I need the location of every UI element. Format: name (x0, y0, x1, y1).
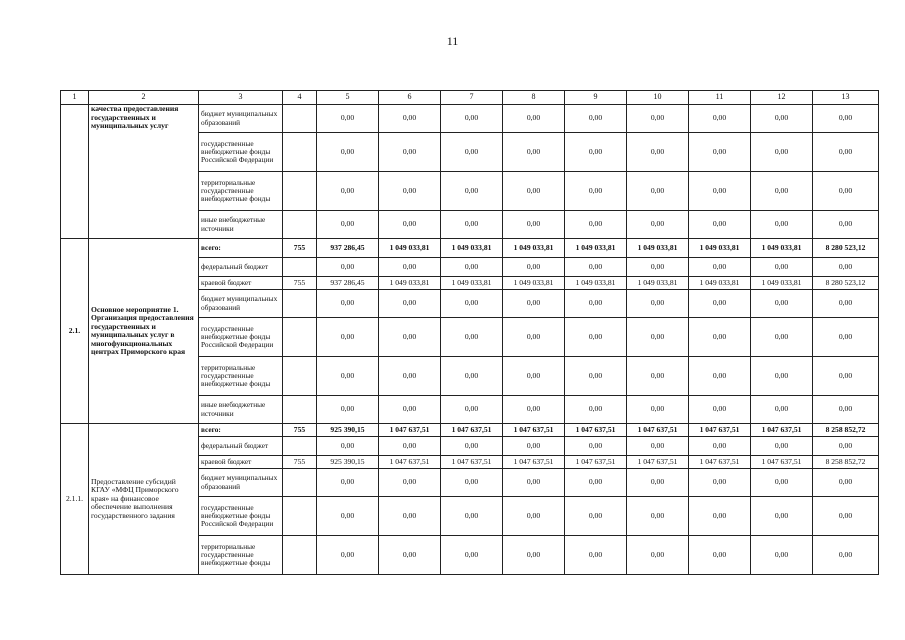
amount-cell: 0,00 (317, 536, 379, 575)
amount-cell: 0,00 (565, 469, 627, 497)
amount-cell: 0,00 (751, 469, 813, 497)
amount-cell: 0,00 (503, 133, 565, 172)
amount-cell: 0,00 (317, 357, 379, 396)
amount-cell: 0,00 (813, 357, 879, 396)
amount-cell: 0,00 (689, 469, 751, 497)
amount-cell: 0,00 (379, 211, 441, 239)
amount-cell: 0,00 (689, 172, 751, 211)
amount-cell: 0,00 (813, 133, 879, 172)
amount-cell: 0,00 (441, 437, 503, 456)
amount-cell: 8 258 852,72 (813, 424, 879, 437)
amount-cell: 0,00 (627, 105, 689, 133)
amount-cell: 0,00 (379, 290, 441, 318)
column-header: 13 (813, 91, 879, 105)
amount-cell: 0,00 (441, 105, 503, 133)
column-header: 1 (61, 91, 89, 105)
amount-cell: 0,00 (441, 357, 503, 396)
funding-source: территориальные государственные внебюджетные фонды (199, 536, 283, 575)
column-header: 9 (565, 91, 627, 105)
amount-cell: 0,00 (689, 437, 751, 456)
column-header: 10 (627, 91, 689, 105)
amount-cell: 0,00 (627, 469, 689, 497)
amount-cell: 0,00 (317, 396, 379, 424)
funding-source: бюджет муниципальных образований (199, 105, 283, 133)
amount-cell: 1 049 033,81 (379, 277, 441, 290)
funding-source: всего: (199, 239, 283, 258)
amount-cell: 0,00 (379, 396, 441, 424)
amount-cell: 0,00 (627, 357, 689, 396)
amount-cell: 1 049 033,81 (565, 277, 627, 290)
amount-cell: 0,00 (751, 290, 813, 318)
amount-cell: 0,00 (503, 396, 565, 424)
amount-cell: 0,00 (317, 437, 379, 456)
amount-cell: 0,00 (565, 133, 627, 172)
amount-cell: 0,00 (379, 133, 441, 172)
amount-cell: 0,00 (751, 105, 813, 133)
amount-cell: 0,00 (317, 172, 379, 211)
amount-cell: 0,00 (689, 211, 751, 239)
amount-cell: 1 049 033,81 (627, 239, 689, 258)
amount-cell: 0,00 (379, 497, 441, 536)
amount-cell: 0,00 (689, 396, 751, 424)
amount-cell: 0,00 (503, 469, 565, 497)
amount-cell: 0,00 (627, 396, 689, 424)
amount-cell: 0,00 (689, 133, 751, 172)
amount-cell: 0,00 (441, 497, 503, 536)
item-name: Основное мероприятие 1. Организация предоставления государственных и муниципальных услуг в многофункциональных центрах Приморского края (89, 239, 199, 424)
amount-cell: 0,00 (751, 133, 813, 172)
amount-cell: 0,00 (565, 105, 627, 133)
funding-source: территориальные государственные внебюджетные фонды (199, 172, 283, 211)
amount-cell: 0,00 (503, 536, 565, 575)
budget-code: 755 (283, 277, 317, 290)
amount-cell: 0,00 (565, 318, 627, 357)
amount-cell: 0,00 (565, 211, 627, 239)
amount-cell: 0,00 (813, 290, 879, 318)
budget-code (283, 211, 317, 239)
table-row (61, 239, 879, 258)
amount-cell: 925 390,15 (317, 424, 379, 437)
amount-cell: 0,00 (813, 318, 879, 357)
amount-cell: 0,00 (565, 497, 627, 536)
funding-source: государственные внебюджетные фонды Российской Федерации (199, 318, 283, 357)
amount-cell: 1 049 033,81 (503, 239, 565, 258)
funding-source: краевой бюджет (199, 277, 283, 290)
budget-code (283, 497, 317, 536)
amount-cell: 0,00 (813, 172, 879, 211)
amount-cell: 1 047 637,51 (565, 424, 627, 437)
amount-cell: 1 049 033,81 (751, 239, 813, 258)
amount-cell: 0,00 (751, 497, 813, 536)
amount-cell: 0,00 (565, 357, 627, 396)
amount-cell: 1 047 637,51 (441, 424, 503, 437)
amount-cell: 0,00 (813, 396, 879, 424)
column-header: 2 (89, 91, 199, 105)
funding-source: государственные внебюджетные фонды Российской Федерации (199, 133, 283, 172)
page-number: 11 (446, 34, 459, 48)
amount-cell: 0,00 (379, 258, 441, 277)
budget-code: 755 (283, 239, 317, 258)
amount-cell: 0,00 (751, 357, 813, 396)
amount-cell: 0,00 (441, 290, 503, 318)
amount-cell: 0,00 (813, 497, 879, 536)
amount-cell: 0,00 (317, 105, 379, 133)
amount-cell: 0,00 (441, 133, 503, 172)
amount-cell: 1 049 033,81 (565, 239, 627, 258)
amount-cell: 0,00 (317, 211, 379, 239)
amount-cell: 0,00 (627, 318, 689, 357)
amount-cell: 0,00 (565, 536, 627, 575)
amount-cell: 0,00 (751, 211, 813, 239)
funding-source: бюджет муниципальных образований (199, 290, 283, 318)
amount-cell: 0,00 (503, 290, 565, 318)
amount-cell: 0,00 (317, 497, 379, 536)
column-header: 11 (689, 91, 751, 105)
amount-cell: 0,00 (379, 437, 441, 456)
budget-code: 755 (283, 424, 317, 437)
budget-code (283, 437, 317, 456)
column-header: 12 (751, 91, 813, 105)
amount-cell: 0,00 (503, 318, 565, 357)
amount-cell: 1 049 033,81 (503, 277, 565, 290)
amount-cell: 1 047 637,51 (689, 456, 751, 469)
amount-cell: 0,00 (379, 318, 441, 357)
budget-code (283, 469, 317, 497)
funding-source: федеральный бюджет (199, 437, 283, 456)
budget-code (283, 133, 317, 172)
amount-cell: 0,00 (441, 211, 503, 239)
amount-cell: 0,00 (379, 536, 441, 575)
amount-cell: 0,00 (317, 290, 379, 318)
funding-source: федеральный бюджет (199, 258, 283, 277)
amount-cell: 8 258 852,72 (813, 456, 879, 469)
amount-cell: 0,00 (689, 105, 751, 133)
amount-cell: 1 049 033,81 (689, 239, 751, 258)
amount-cell: 0,00 (689, 497, 751, 536)
amount-cell: 0,00 (565, 396, 627, 424)
amount-cell: 0,00 (813, 105, 879, 133)
amount-cell: 0,00 (441, 172, 503, 211)
amount-cell: 0,00 (503, 211, 565, 239)
amount-cell: 0,00 (441, 318, 503, 357)
amount-cell: 0,00 (689, 290, 751, 318)
column-header: 4 (283, 91, 317, 105)
item-number: 2.1.1. (61, 424, 89, 575)
amount-cell: 0,00 (627, 172, 689, 211)
item-name: Предоставление субсидий КГАУ «МФЦ Приморского края» на финансовое обеспечение выполнения государственного задания (89, 424, 199, 575)
amount-cell: 0,00 (813, 469, 879, 497)
funding-source: всего: (199, 424, 283, 437)
amount-cell: 8 280 523,12 (813, 277, 879, 290)
amount-cell: 0,00 (751, 318, 813, 357)
budget-code: 755 (283, 456, 317, 469)
amount-cell: 0,00 (503, 172, 565, 211)
budget-code (283, 290, 317, 318)
amount-cell: 0,00 (751, 172, 813, 211)
amount-cell: 0,00 (689, 357, 751, 396)
amount-cell: 0,00 (813, 536, 879, 575)
amount-cell: 1 047 637,51 (503, 424, 565, 437)
amount-cell: 0,00 (441, 536, 503, 575)
budget-table-body (61, 91, 879, 575)
amount-cell: 0,00 (565, 258, 627, 277)
amount-cell: 0,00 (503, 105, 565, 133)
budget-code (283, 357, 317, 396)
amount-cell: 0,00 (627, 211, 689, 239)
column-header: 5 (317, 91, 379, 105)
budget-code (283, 318, 317, 357)
amount-cell: 0,00 (565, 290, 627, 318)
amount-cell: 0,00 (317, 318, 379, 357)
amount-cell: 0,00 (379, 469, 441, 497)
funding-source: бюджет муниципальных образований (199, 469, 283, 497)
column-header: 3 (199, 91, 283, 105)
amount-cell: 1 047 637,51 (627, 424, 689, 437)
amount-cell: 0,00 (813, 258, 879, 277)
amount-cell: 1 049 033,81 (379, 239, 441, 258)
amount-cell: 0,00 (627, 290, 689, 318)
column-header: 8 (503, 91, 565, 105)
amount-cell: 1 047 637,51 (379, 424, 441, 437)
amount-cell: 1 047 637,51 (441, 456, 503, 469)
funding-source: территориальные государственные внебюджетные фонды (199, 357, 283, 396)
amount-cell: 0,00 (689, 536, 751, 575)
amount-cell: 0,00 (689, 258, 751, 277)
amount-cell: 937 286,45 (317, 277, 379, 290)
budget-code (283, 536, 317, 575)
column-header: 6 (379, 91, 441, 105)
budget-code (283, 396, 317, 424)
column-header: 7 (441, 91, 503, 105)
amount-cell: 0,00 (627, 437, 689, 456)
amount-cell: 0,00 (441, 469, 503, 497)
amount-cell: 0,00 (379, 172, 441, 211)
amount-cell: 0,00 (813, 211, 879, 239)
amount-cell: 0,00 (751, 396, 813, 424)
funding-source: иные внебюджетные источники (199, 396, 283, 424)
amount-cell: 1 049 033,81 (441, 239, 503, 258)
funding-source: государственные внебюджетные фонды Российской Федерации (199, 497, 283, 536)
amount-cell: 8 280 523,12 (813, 239, 879, 258)
budget-code (283, 258, 317, 277)
budget-code (283, 172, 317, 211)
amount-cell: 0,00 (627, 133, 689, 172)
budget-table (60, 90, 879, 575)
amount-cell: 1 049 033,81 (441, 277, 503, 290)
amount-cell: 1 047 637,51 (751, 424, 813, 437)
amount-cell: 1 049 033,81 (751, 277, 813, 290)
amount-cell: 0,00 (317, 133, 379, 172)
table-row (61, 424, 879, 437)
amount-cell: 1 047 637,51 (379, 456, 441, 469)
budget-code (283, 105, 317, 133)
item-number: 2.1. (61, 239, 89, 424)
amount-cell: 0,00 (627, 497, 689, 536)
amount-cell: 0,00 (751, 536, 813, 575)
amount-cell: 937 286,45 (317, 239, 379, 258)
item-name: качества предоставления государственных и муниципальных услуг (89, 105, 199, 239)
amount-cell: 0,00 (503, 357, 565, 396)
amount-cell: 0,00 (627, 258, 689, 277)
amount-cell: 1 047 637,51 (751, 456, 813, 469)
amount-cell: 0,00 (503, 437, 565, 456)
amount-cell: 0,00 (503, 258, 565, 277)
amount-cell: 0,00 (565, 437, 627, 456)
amount-cell: 0,00 (379, 105, 441, 133)
amount-cell: 0,00 (379, 357, 441, 396)
amount-cell: 0,00 (317, 258, 379, 277)
amount-cell: 0,00 (441, 396, 503, 424)
table-row (61, 105, 879, 133)
amount-cell: 0,00 (751, 258, 813, 277)
funding-source: иные внебюджетные источники (199, 211, 283, 239)
amount-cell: 1 049 033,81 (627, 277, 689, 290)
amount-cell: 1 047 637,51 (503, 456, 565, 469)
amount-cell: 1 047 637,51 (689, 424, 751, 437)
amount-cell: 925 390,15 (317, 456, 379, 469)
amount-cell: 0,00 (441, 258, 503, 277)
item-number (61, 105, 89, 239)
amount-cell: 0,00 (565, 172, 627, 211)
amount-cell: 1 047 637,51 (627, 456, 689, 469)
amount-cell: 0,00 (751, 437, 813, 456)
amount-cell: 1 047 637,51 (565, 456, 627, 469)
amount-cell: 0,00 (503, 497, 565, 536)
header-row (61, 91, 879, 105)
amount-cell: 0,00 (627, 536, 689, 575)
funding-source: краевой бюджет (199, 456, 283, 469)
amount-cell: 0,00 (813, 437, 879, 456)
amount-cell: 0,00 (689, 318, 751, 357)
amount-cell: 0,00 (317, 469, 379, 497)
amount-cell: 1 049 033,81 (689, 277, 751, 290)
